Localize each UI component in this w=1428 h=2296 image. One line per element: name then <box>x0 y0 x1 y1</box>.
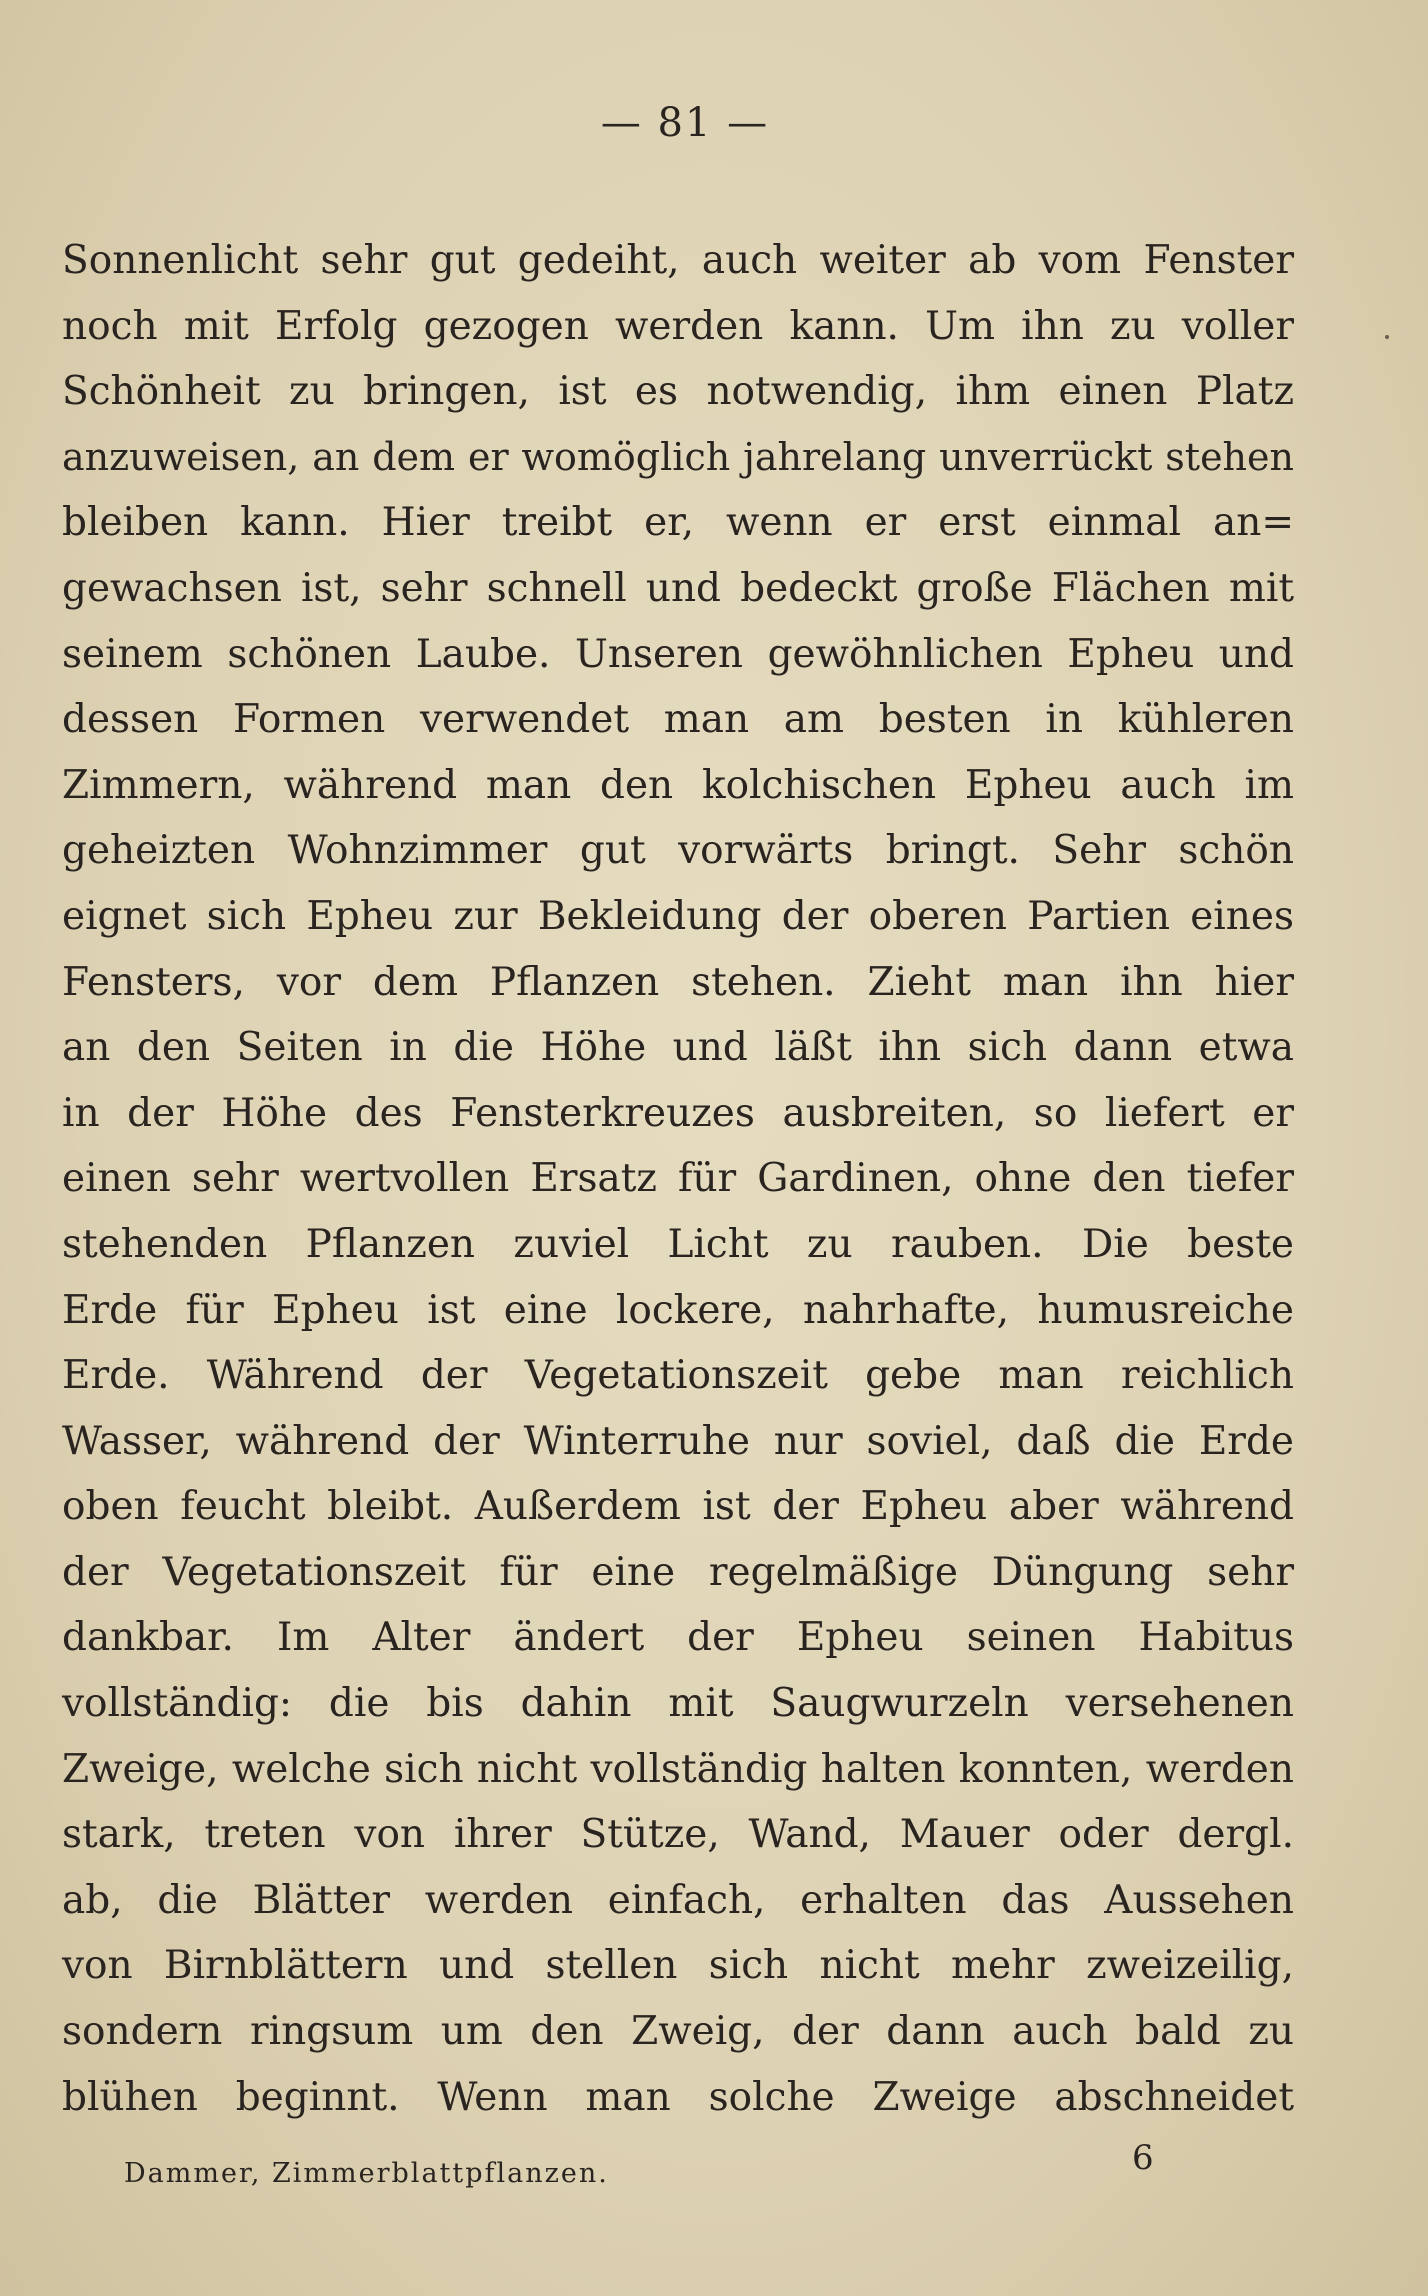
text-line: dessen Formen verwendet man am besten in kühleren <box>62 697 1294 743</box>
text-line: einen sehr wertvollen Ersatz für Gardinen, ohne den tiefer <box>62 1156 1294 1202</box>
text-line: noch mit Erfolg gezogen werden kann. Um ihn zu voller <box>62 303 1294 349</box>
text-line: sondern ringsum um den Zweig, der dann auch bald zu <box>62 2009 1294 2055</box>
ink-speck <box>1385 335 1389 339</box>
footer-running-title: Dammer, Zimmerblattpflanzen. <box>124 2158 609 2189</box>
text-line: seinem schönen Laube. Unseren gewöhnlichen Epheu und <box>62 631 1294 677</box>
text-line: Erde. Während der Vegetationszeit gebe man reichlich <box>62 1353 1294 1399</box>
text-line: geheizten Wohnzimmer gut vorwärts bringt. Sehr schön <box>62 828 1294 874</box>
text-line: der Vegetationszeit für eine regelmäßige Düngung sehr <box>62 1549 1294 1595</box>
text-line: stehenden Pflanzen zuviel Licht zu rauben. Die beste <box>62 1221 1294 1267</box>
text-line: in der Höhe des Fensterkreuzes ausbreiten, so liefert er <box>62 1090 1294 1136</box>
text-line: Zweige, welche sich nicht vollständig halten konnten, werden <box>62 1746 1294 1792</box>
text-line: oben feucht bleibt. Außerdem ist der Epheu aber während <box>62 1484 1294 1530</box>
text-line: bleiben kann. Hier treibt er, wenn er erst einmal an= <box>62 500 1294 546</box>
text-line: eignet sich Epheu zur Bekleidung der oberen Partien eines <box>62 893 1294 939</box>
text-line: Schönheit zu bringen, ist es notwendig, ihm einen Platz <box>62 369 1294 415</box>
text-line: Wasser, während der Winterruhe nur soviel, daß die Erde <box>62 1418 1294 1464</box>
text-line: gewachsen ist, sehr schnell und bedeckt große Flächen mit <box>62 565 1294 611</box>
text-line: stark, treten von ihrer Stütze, Wand, Mauer oder dergl. <box>62 1812 1294 1858</box>
text-line: an den Seiten in die Höhe und läßt ihn sich dann etwa <box>62 1025 1294 1071</box>
body-text <box>62 228 1294 2130</box>
page-number: — 81 — <box>600 100 770 146</box>
text-line: Sonnenlicht sehr gut gedeiht, auch weiter ab vom Fenster <box>62 238 1294 283</box>
text-line: blühen beginnt. Wenn man solche Zweige abschneidet <box>62 2074 1294 2120</box>
text-line: von Birnblättern und stellen sich nicht mehr zweizeilig, <box>62 1943 1294 1989</box>
text-line: Zimmern, während man den kolchischen Epheu auch im <box>62 762 1294 808</box>
text-line: ab, die Blätter werden einfach, erhalten das Aussehen <box>62 1877 1294 1923</box>
text-line: Fensters, vor dem Pflanzen stehen. Zieht man ihn hier <box>62 959 1294 1005</box>
signature-mark: 6 <box>1132 2138 1154 2178</box>
text-line: dankbar. Im Alter ändert der Epheu seinen Habitus <box>62 1615 1294 1661</box>
text-line: vollständig: die bis dahin mit Saugwurzeln versehenen <box>62 1681 1294 1727</box>
text-line: anzuweisen, an dem er womöglich jahrelang unverrückt stehen <box>62 434 1294 479</box>
text-line: Erde für Epheu ist eine lockere, nahrhafte, humusreiche <box>62 1287 1294 1333</box>
